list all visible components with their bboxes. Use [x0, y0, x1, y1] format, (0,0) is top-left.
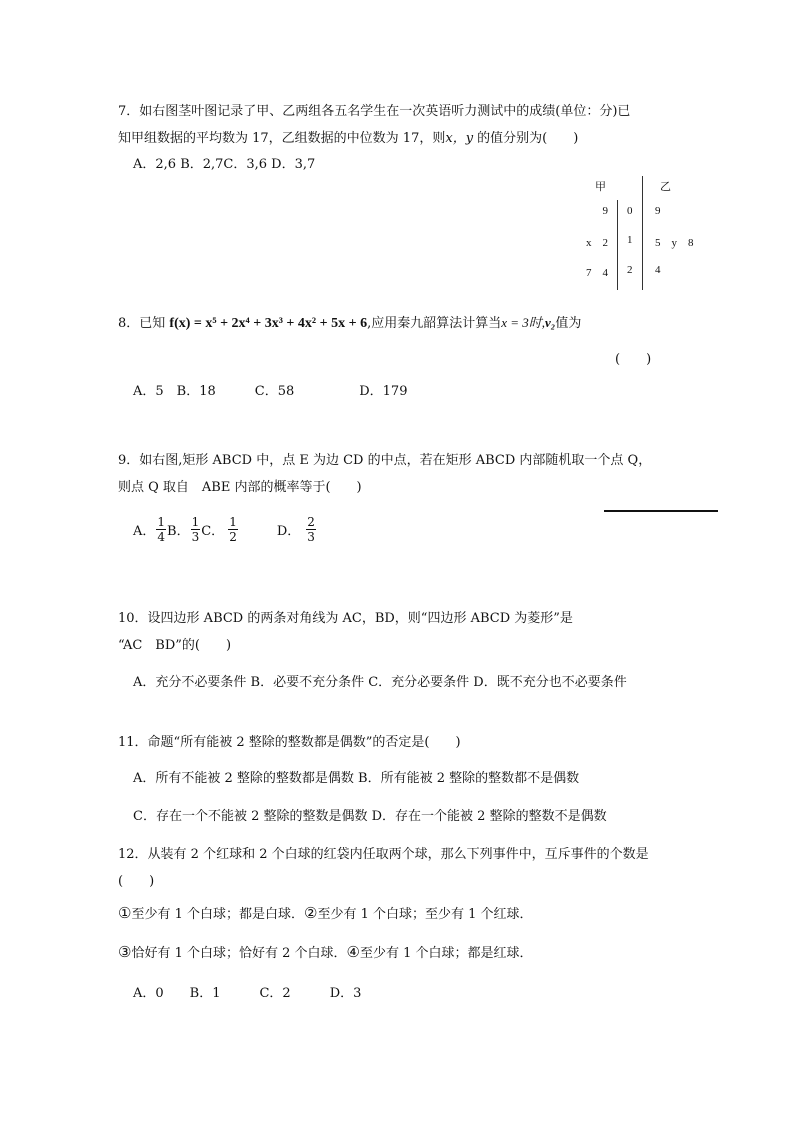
- q7-options: A．2,6 B．2,7C．3,6 D．3,7: [133, 157, 316, 172]
- q8-middle: ,应用秦九韶算法计算当: [367, 316, 502, 331]
- q12-item4-mark: ④: [346, 943, 360, 961]
- q9-opt-b-label: B．: [167, 524, 190, 539]
- q10-options: A．充分不必要条件 B．必要不充分条件 C．充分必要条件 D．既不充分也不必要条件: [133, 675, 627, 690]
- q7-stem-line2-text: 知甲组数据的平均数为 17，乙组数据的中位数为 17，则: [118, 131, 446, 146]
- q9-opt-b-den: 3: [191, 530, 200, 544]
- q8-paren: ( ): [615, 352, 652, 367]
- q8-prefix: 8．已知: [118, 316, 166, 331]
- q9-stem-line2: 则点 Q 取自 ABE 内部的概率等于( ): [118, 480, 362, 495]
- q12-item1-mark: ①: [118, 904, 132, 922]
- row3-stem: 2: [627, 264, 633, 276]
- q8-options: A．5 B．18 C．58 D．179: [133, 384, 408, 399]
- row1-right-leaves: 9: [655, 205, 661, 217]
- stem-leaf-plot: [580, 176, 700, 292]
- row1-left-leaves: 9: [602, 205, 608, 217]
- q12-item2-text: 至少有 1 个白球；至少有 1 个红球．: [317, 907, 533, 922]
- q9-opt-d-fraction: [306, 515, 316, 544]
- stem-divider-left: [617, 200, 618, 290]
- q12-item2-mark: ②: [304, 904, 318, 922]
- stem-divider-right: [642, 176, 643, 290]
- q9-opt-c-num: 1: [229, 515, 237, 529]
- q11-stem: 11．命题“所有能被 2 整除的整数都是偶数”的否定是( ): [118, 735, 461, 750]
- q8-condition: x = 3时,: [501, 315, 545, 330]
- q9-opt-a-den: 4: [157, 530, 166, 544]
- q12-paren: ( ): [118, 874, 155, 889]
- row2-left-leaves: x 2: [586, 237, 608, 249]
- row2-stem: 1: [627, 234, 633, 246]
- q12-items-row2: [118, 942, 533, 961]
- q11-options-row1: A．所有不能被 2 整除的整数都是偶数 B．所有能被 2 整除的整数都不是偶数: [133, 771, 580, 786]
- q9-opt-c-label: C．: [201, 524, 225, 539]
- q9-opt-a-fraction: [156, 515, 166, 544]
- row2-right-leaves: 5 y 8: [655, 237, 694, 249]
- q12-item1-text: 至少有 1 个白球；都是白球．: [131, 907, 304, 922]
- q12-items-row1: [118, 903, 533, 922]
- row1-stem: 0: [627, 205, 633, 217]
- q9-stem-line1: 9．如右图,矩形 ABCD 中，点 E 为边 CD 的中点，若在矩形 ABCD 内部随机取一个点 Q，: [118, 453, 652, 468]
- q9-opt-b-fraction: [191, 515, 201, 544]
- q12-options: A．0 B．1 C．2 D．3: [133, 986, 362, 1001]
- q10-stem-line1: 10．设四边形 ABCD 的两条对角线为 AC，BD，则“四边形 ABCD 为菱形”是: [118, 611, 573, 626]
- q8-v2: v₂: [545, 315, 556, 330]
- q9-opt-c-den: 2: [229, 530, 237, 544]
- q9-opt-d-den: 3: [307, 530, 315, 544]
- q8-stem: [118, 312, 581, 332]
- q9-options: [133, 515, 317, 544]
- q10-stem-line2: “AC BD”的( ): [118, 638, 232, 653]
- q9-opt-b-num: 1: [191, 515, 200, 529]
- q7-stem-line2: [118, 127, 578, 146]
- q12-item3-text: 恰好有 1 个白球；恰好有 2 个白球．: [131, 946, 347, 961]
- q9-opt-a-label: A．: [133, 524, 156, 539]
- q9-opt-a-num: 1: [157, 515, 166, 529]
- q8-suffix: 值为: [555, 316, 582, 331]
- row3-left-leaves: 7 4: [586, 267, 608, 279]
- q8-formula: f(x) = x⁵ + 2x⁴ + 3x³ + 4x² + 5x + 6: [169, 316, 368, 331]
- q7-stem-line2-end: 的值分别为( ): [473, 131, 579, 146]
- q9-opt-c-fraction: [228, 515, 238, 544]
- q7-stem-line1: 7．如右图茎叶图记录了甲、乙两组各五名学生在一次英语听力测试中的成绩(单位：分)已: [118, 104, 631, 119]
- q12-stem: 12．从装有 2 个红球和 2 个白球的红袋内任取两个球，那么下列事件中，互斥事件的个数是: [118, 847, 649, 862]
- q12-item3-mark: ③: [118, 943, 132, 961]
- q9-opt-d-num: 2: [307, 515, 315, 529]
- header-yi: 乙: [660, 180, 671, 193]
- row3-right-leaves: 4: [655, 264, 661, 276]
- q7-variables: x，y: [445, 131, 474, 146]
- q11-options-row2: C．存在一个不能被 2 整除的整数是偶数 D．存在一个能被 2 整除的整数不是偶数: [133, 809, 607, 824]
- q9-figure-edge: [604, 510, 718, 512]
- q9-opt-d-label: D．: [276, 524, 301, 539]
- q12-item4-text: 至少有 1 个白球；都是红球．: [359, 946, 533, 961]
- header-jia: 甲: [595, 180, 606, 193]
